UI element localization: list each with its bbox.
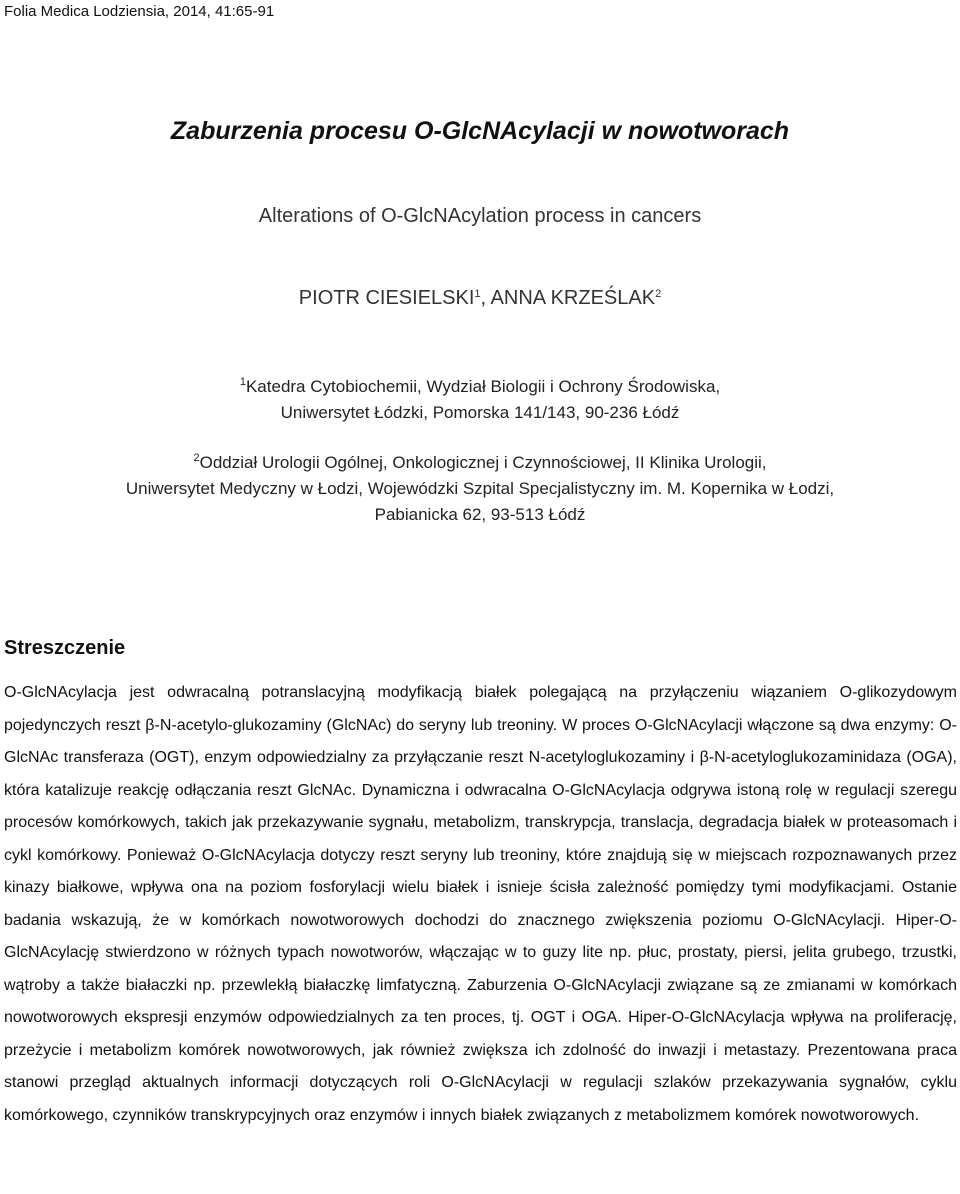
affiliation-text: Oddział Urologii Ogólnej, Onkologicznej i Czynnościowej, II Klinika Urologii, <box>199 453 767 472</box>
affiliation-1 <box>0 374 960 426</box>
author-affiliation-mark: 2 <box>655 288 662 300</box>
author-affiliation-mark: 1 <box>474 288 481 300</box>
journal-citation: Folia Medica Lodziensia, 2014, 41:65-91 <box>4 3 275 20</box>
author-list <box>0 284 960 312</box>
affiliation-line: Uniwersytet Medyczny w Łodzi, Wojewódzki Szpital Specjalistyczny im. M. Kopernika w Łodzi, <box>125 479 835 498</box>
affiliation-line: Pabianicka 62, 93-513 Łódź <box>374 505 586 524</box>
paper-title: Zaburzenia procesu O-GlcNAcylacji w nowotworach <box>170 117 790 145</box>
affiliation-text: Katedra Cytobiochemii, Wydział Biologii i Ochrony Środowiska, <box>245 377 721 396</box>
abstract-text: O-GlcNAcylacja jest odwracalną potranslacyjną modyfikacją białek polegającą na przyłączeniu wiązaniem O-glikozydowym pojedynczych reszt β-N-acetylo-glukozaminy (GlcNAc) do seryny lub treoniny. W proces O-GlcNAcylacji włączone są dwa enzymy: O-GlcNAc transferaza (OGT), enzym odpowiedzialny za przyłączanie reszt N-acetyloglukozaminy i β-N-acetyloglukozaminidaza (OGA), która katalizuje reakcję odłączania reszt GlcNAc. Dynamiczna i odwracalna O-GlcNAcylacja odgrywa istoną rolę w regulacji szeregu procesów komórkowych, takich jak przekazywanie sygnału, metabolizm, transkrypcja, translacja, degradacja białek w proteasomach i cykl komórkowy. Ponieważ O-GlcNAcylacja dotyczy reszt seryny lub treoniny, które znajdują się w miejscach rozpoznawanych przez kinazy białkowe, wpływa ona na poziom fosforylacji wielu białek i isnieje ścisła zależność pomiędzy tymi modyfikacjami. Ostanie badania wskazują, że w komórkach nowotworowych dochodzi do znacznego zwiększenia poziomu O-GlcNAcylacji. Hiper-O-GlcNAcylację stwierdzono w różnych typach nowotworów, włączając w to guzy lite np. płuc, prostaty, piersi, jelita grubego, trzustki, wątroby a także białaczki np. przewlekłą białaczkę limfatyczną. Zaburzenia O-GlcNAcylacji związane są ze zmianami w komórkach nowotworowych ekspresji enzymów odpowiedzialnych za ten proces, tj. OGT i OGA. Hiper-O-GlcNAcylacja wpływa na proliferację, przeżycie i metabolizm komórek nowotworowych, jak również zwiększa ich zdolność do inwazji i metastazy. Prezentowana praca stanowi przegląd aktualnych informacji dotyczących roli O-GlcNAcylacji w regulacji szlaków przekazywania sygnałów, cyklu komórkowego, czynników transkrypcyjnych oraz enzymów i innych białek związanych z metabolizmem komórek nowotworowych. <box>4 684 957 1124</box>
affiliation-line: Uniwersytet Łódzki, Pomorska 141/143, 90-236 Łódź <box>280 403 680 422</box>
affiliation-mark: 2 <box>193 452 200 464</box>
affiliation-mark: 1 <box>239 376 246 388</box>
affiliation-2 <box>0 450 960 528</box>
author-name: ANNA KRZEŚLAK <box>490 287 656 309</box>
author-separator: , <box>480 287 491 309</box>
author-name: PIOTR CIESIELSKI <box>298 287 475 309</box>
affiliation-line <box>0 450 960 476</box>
paper-subtitle-english: Alterations of O-GlcNAcylation process in cancers <box>258 205 702 227</box>
affiliation-line <box>0 374 960 400</box>
abstract-heading: Streszczenie <box>4 637 126 659</box>
